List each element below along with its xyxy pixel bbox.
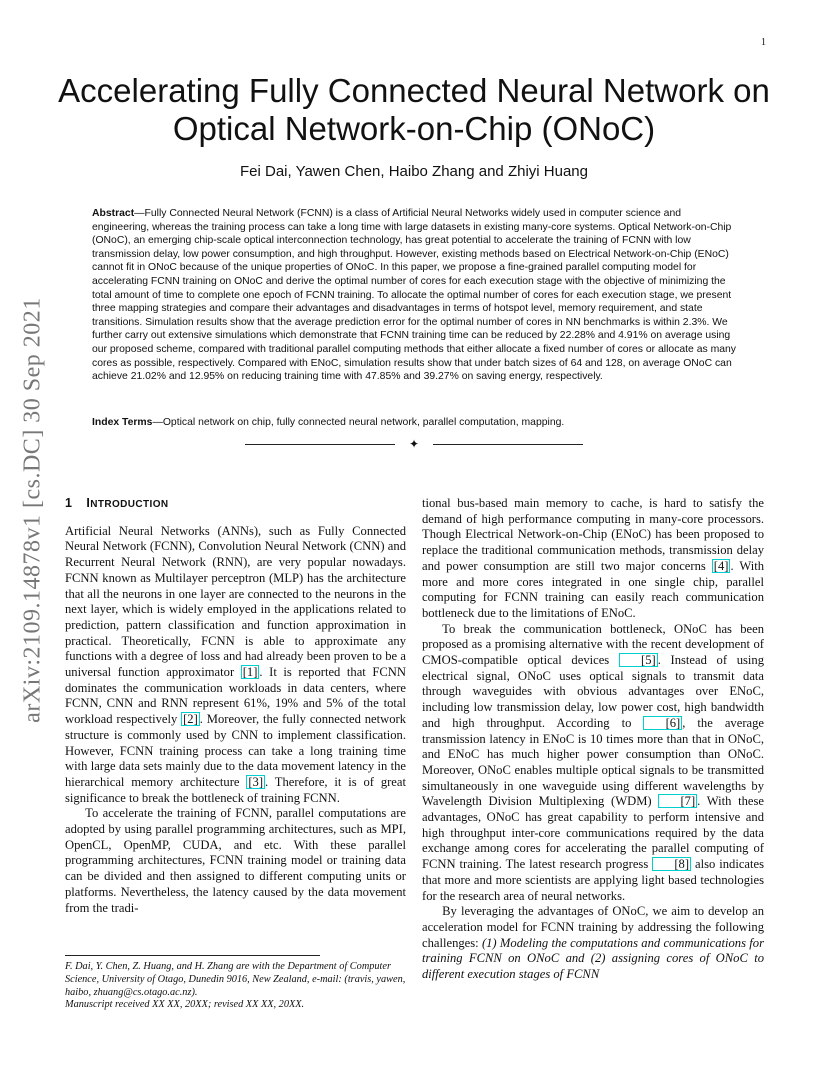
citation-link[interactable]: [4] xyxy=(713,558,729,573)
index-terms-text: —Optical network on chip, fully connected neural network, parallel computation, mapping. xyxy=(152,417,565,428)
authors: Fei Dai, Yawen Chen, Haibo Zhang and Zhiyi Huang xyxy=(240,163,588,180)
arxiv-stamp-text: arXiv:2109.14878v1 [cs.DC] 30 Sep 2021 xyxy=(19,297,46,723)
footnote-manuscript: Manuscript received XX XX, 20XX; revised XX XX, 20XX. xyxy=(65,999,305,1011)
abstract-label: Abstract xyxy=(92,208,135,219)
paper-title: Accelerating Fully Connected Neural Network on Optical Network-on-Chip (ONoC) xyxy=(58,72,770,147)
abstract xyxy=(92,207,738,384)
citation-link[interactable]: [8] xyxy=(652,857,691,871)
section-heading xyxy=(65,496,406,513)
section-title-rest: NTRODUCTION xyxy=(90,499,169,510)
citation-link[interactable]: [2] xyxy=(183,712,198,727)
footnote-affiliation: F. Dai, Y. Chen, Z. Huang, and H. Zhang are with the Department of Computer Science, University of Otago, Dunedin 9016, New Zealand, e-mail: (travis, yawen, haibo, zhuang@cs.otago.ac.nz). xyxy=(65,961,406,998)
index-terms xyxy=(92,416,738,430)
paragraph: Artificial Neural Networks (ANNs), such as Fully Connected Neural Network (FCNN), Convolution Neural Network (CNN) and Recurrent Neural Network (RNN), are very popular nowadays. FCNN known as Multilayer perceptron (MLP) has the architecture that all the neurons in one layer are connected to the neurons in the next layer, which is widely employed in the applications related to prediction, pattern classification and function approximation in practical. Theoretically, FCNN is able to approximate any functions with a degree of loss and had already been proven to be a universal function approximator [1] . It is reported that FCNN dominates the communication workloads in data centers, where FCNN, CNN and RNN represent 61%, 19% and 5% of the total workload respectively [2] . Moreover, the fully connected network structure is commonly used by CNN to implement classification. However, FCNN training process can take a long training time with large data sets mainly due to the data movement latency in the hierarchical memory architecture [3] . Therefore, it is of great significance to break the bottleneck of training FCNN. xyxy=(65,523,406,805)
citation-link[interactable]: [5] xyxy=(619,653,658,667)
left-column xyxy=(65,496,406,916)
footnote-rule xyxy=(65,955,320,956)
separator-line-right xyxy=(433,444,583,445)
paragraph: By leveraging the advantages of ONoC, we aim to develop an acceleration model for FCNN training by addressing the following challenges: (1) Modeling the computations and communications for training FCNN on ONoC and (2) assigning cores of ONoC to different execution stages of FCNN xyxy=(422,904,764,982)
page-number: 1 xyxy=(761,37,766,48)
arxiv-stamp xyxy=(18,290,48,730)
section-initial: I xyxy=(86,496,91,510)
citation-link[interactable]: [1] xyxy=(242,665,258,680)
right-column xyxy=(422,496,764,983)
index-terms-label: Index Terms xyxy=(92,417,153,428)
paragraph: To break the communication bottleneck, ONoC has been proposed as a promising alternative with the recent development of CMOS-compatible optical devices [5] . Instead of using electrical signal, ONoC uses optical signals to transmit data through waveguides with obvious advantages over ENoC, including low transmission delay, low power cost, high bandwidth and high throughput. According to [6] , the average transmission latency in ENoC is 10 times more than that in ONoC, and ENoC has much higher power consumption than ONoC. Moreover, ONoC enables multiple optical signals to be transmitted simultaneously in one waveguide using different wavelengths by Wavelength Division Multiplexing (WDM) [7] . With these advantages, ONoC has great capability to perform intensive and high throughput inter-core communications required by the data exchange among cores for accelerating the parallel computing of FCNN training. The latest research progress [8] also indicates that more and more scientists are applying light based technologies for the research area of neural networks. xyxy=(422,621,764,903)
citation-link[interactable]: [3] xyxy=(248,774,264,789)
paragraph: To accelerate the training of FCNN, parallel computations are adopted by using parallel programming architectures, such as MPI, OpenCL, OpenMP, CUDA, and etc. With these parallel programming architectures, FCNN training model or training data can be divided and then assigned to different computing units or platforms. Nevertheless, the latency caused by the data movement from the tradi- xyxy=(65,806,406,915)
citation-link[interactable]: [7] xyxy=(658,794,697,808)
separator-diamond-icon: ✦ xyxy=(408,437,420,451)
section-separator xyxy=(245,437,583,451)
paragraph: tional bus-based main memory to cache, is hard to satisfy the demand of high performance computing in many-core processors. Though Electrical Network-on-Chip (ENoC) has been proposed to replace the traditional communication methods, transmission delay and power consumption are still two major concerns [4] . With more and more cores integrated in one single chip, parallel computing for FCNN training can easily reach communication bottleneck due to the limitations of ENoC. xyxy=(422,496,765,620)
section-number: 1 xyxy=(65,496,73,510)
footnote xyxy=(65,955,406,1012)
separator-line-left xyxy=(245,444,395,445)
abstract-text: —Fully Connected Neural Network (FCNN) is a class of Artificial Neural Networks widely used in computer science and engineering, whereas the training process can take a long time with large datasets in existing many-core systems. Optical Network-on-Chip (ONoC), an emerging chip-scale optical interconnection technology, has great potential to accelerate the training of FCNN with low transmission delay, low power consumption, and high throughput. However, existing methods based on Electrical Network-on-Chip (ENoC) cannot fit in ONoC because of the unique properties of ONoC. In this paper, we propose a fine-grained parallel computing model for accelerating FCNN training on ONoC and derive the optimal number of cores for each execution stage with the objective of minimizing the total amount of time to complete one epoch of FCNN training. To allocate the optimal number of cores for each execution stage, we present three mapping strategies and compare their advantages and disadvantages in terms of hotspot level, memory requirement, and state transitions. Simulation results show that the average prediction error for the optimal number of cores in NN benchmarks is within 2.3%. We further carry out extensive simulations which demonstrate that FCNN training time can be reduced by 22.28% and 4.91% on average using our proposed scheme, compared with traditional parallel computing methods that either allocate a fixed number of cores or allocate as many cores as possible, respectively. Compared with ENoC, simulation results show that under batch sizes of 64 and 128, on average ONoC can achieve 21.02% and 12.95% on reducing training time with 47.85% and 39.27% on saving energy, respectively. xyxy=(92,208,736,383)
citation-link[interactable]: [6] xyxy=(643,716,682,730)
